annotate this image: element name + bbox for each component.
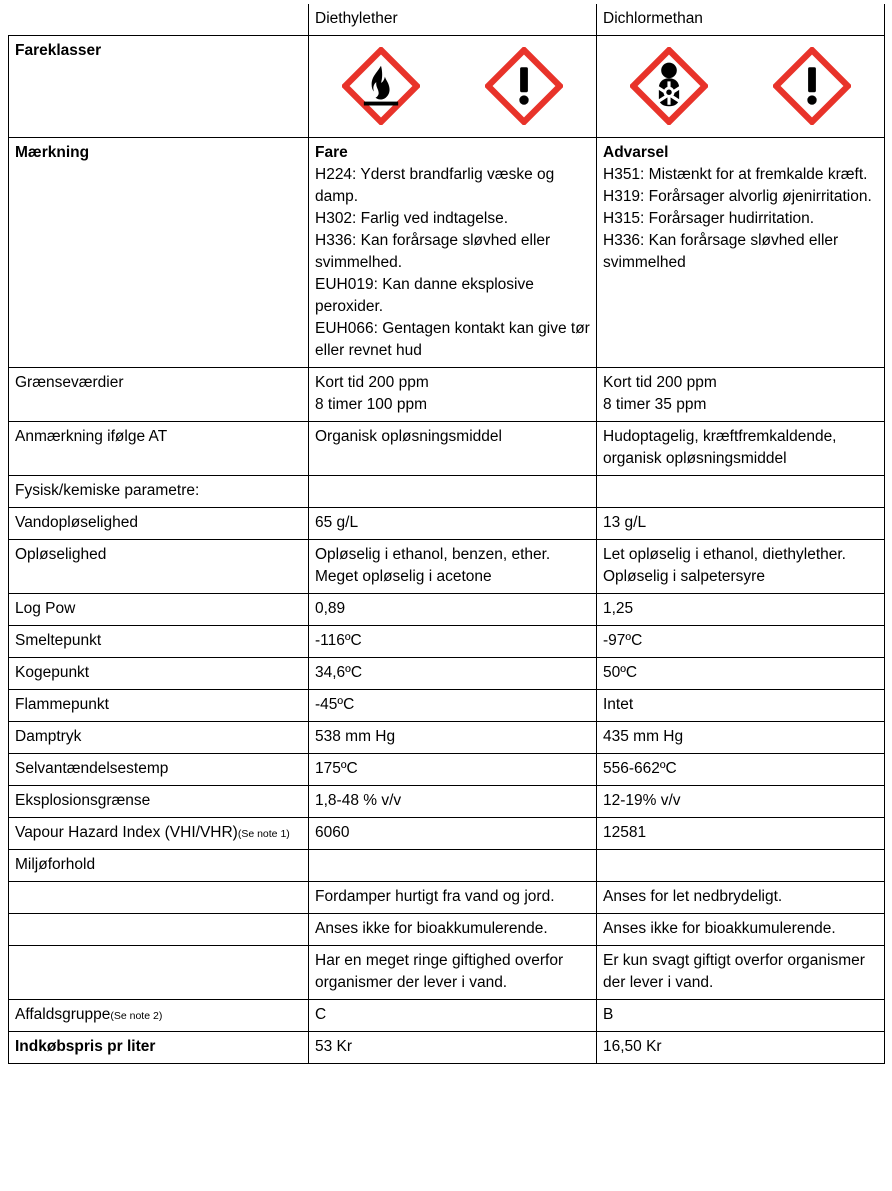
table-row-vapour-hazard-index bbox=[9, 818, 885, 850]
exclamation-mark-pictogram bbox=[773, 47, 851, 125]
row-label-oploeselighed: Opløselighed bbox=[9, 540, 309, 594]
vandoploeselighed-dichlormethan: 13 g/L bbox=[597, 508, 885, 540]
row-label-maerkning: Mærkning bbox=[9, 138, 309, 368]
table-row-miljoe-1 bbox=[9, 882, 885, 914]
row-label-affaldsgruppe bbox=[9, 1000, 309, 1032]
row-label-text: Vapour Hazard Index (VHI/VHR) bbox=[15, 824, 238, 841]
row-label-graensevaerdier: Grænseværdier bbox=[9, 368, 309, 422]
row-label-kogepunkt: Kogepunkt bbox=[9, 658, 309, 690]
row-label-eksplosionsgraense: Eksplosionsgrænse bbox=[9, 786, 309, 818]
log-pow-dichlormethan: 1,25 bbox=[597, 594, 885, 626]
table-row-affaldsgruppe bbox=[9, 1000, 885, 1032]
header-blank-cell bbox=[9, 4, 309, 36]
row-label-smeltepunkt: Smeltepunkt bbox=[9, 626, 309, 658]
table-row-section-miljoeforhold bbox=[9, 850, 885, 882]
affaldsgruppe-dichlormethan: B bbox=[597, 1000, 885, 1032]
column-header-diethylether: Diethylether bbox=[309, 4, 597, 36]
table-row-eksplosionsgraense bbox=[9, 786, 885, 818]
damptryk-dichlormethan: 435 mm Hg bbox=[597, 722, 885, 754]
value-line: 8 timer 35 ppm bbox=[603, 396, 707, 413]
section-header-miljoeforhold: Miljøforhold bbox=[9, 850, 309, 882]
oploeselighed-dichlormethan: Let opløselig i ethanol, diethylether. Opløselig i salpetersyre bbox=[597, 540, 885, 594]
hazard-statement: H336: Kan forårsage sløvhed eller svimmelhed bbox=[603, 232, 839, 271]
graensevaerdier-diethylether bbox=[309, 368, 597, 422]
miljoe-1-dichlormethan: Anses for let nedbrydeligt. bbox=[597, 882, 885, 914]
table-row-indkoebspris bbox=[9, 1032, 885, 1064]
row-label-note: (Se note 2) bbox=[110, 1010, 163, 1022]
row-label-vapour-hazard-index bbox=[9, 818, 309, 850]
row-label-text: Affaldsgruppe bbox=[15, 1006, 111, 1023]
table-row-anmaerkning bbox=[9, 422, 885, 476]
table-row-smeltepunkt bbox=[9, 626, 885, 658]
pictograms-dichlormethan bbox=[597, 36, 885, 138]
miljoe-1-diethylether: Fordamper hurtigt fra vand og jord. bbox=[309, 882, 597, 914]
flammepunkt-diethylether: -45ºC bbox=[309, 690, 597, 722]
row-label-empty-1 bbox=[9, 882, 309, 914]
row-label-flammepunkt: Flammepunkt bbox=[9, 690, 309, 722]
row-label-note: (Se note 1) bbox=[237, 828, 290, 840]
hazard-statement: H336: Kan forårsage sløvhed eller svimmelhed. bbox=[315, 232, 551, 271]
miljoe-2-dichlormethan: Anses ikke for bioakkumulerende. bbox=[597, 914, 885, 946]
comparison-sheet bbox=[0, 4, 892, 1191]
row-label-anmaerkning: Anmærkning ifølge AT bbox=[9, 422, 309, 476]
hazard-statement: EUH066: Gentagen kontakt kan give tør eller revnet hud bbox=[315, 320, 590, 359]
kogepunkt-dichlormethan: 50ºC bbox=[597, 658, 885, 690]
section-blank-diethylether bbox=[309, 476, 597, 508]
hazard-statement: H351: Mistænkt for at fremkalde kræft. H319: Forårsager alvorlig øjenirritation. H315: Forårsager hudirritation. bbox=[603, 166, 872, 227]
miljoe-2-diethylether: Anses ikke for bioakkumulerende. bbox=[309, 914, 597, 946]
hazard-statement: EUH019: Kan danne eksplosive peroxider. bbox=[315, 276, 534, 315]
log-pow-diethylether: 0,89 bbox=[309, 594, 597, 626]
flame-pictogram bbox=[342, 47, 420, 125]
hazard-statement: H224: Yderst brandfarlig væske og damp. bbox=[315, 166, 555, 205]
miljoe-3-diethylether: Har en meget ringe giftighed overfor organismer der lever i vand. bbox=[309, 946, 597, 1000]
table-row-selvantaendelsestemp bbox=[9, 754, 885, 786]
vhi-dichlormethan: 12581 bbox=[597, 818, 885, 850]
table-row-flammepunkt bbox=[9, 690, 885, 722]
chemical-comparison-table bbox=[8, 4, 885, 1064]
indkoebspris-dichlormethan: 16,50 Kr bbox=[597, 1032, 885, 1064]
anmaerkning-dichlormethan: Hudoptagelig, kræftfremkaldende, organisk opløsningsmiddel bbox=[597, 422, 885, 476]
vandoploeselighed-diethylether: 65 g/L bbox=[309, 508, 597, 540]
table-header-row bbox=[9, 4, 885, 36]
row-label-selvantaendelsestemp: Selvantændelsestemp bbox=[9, 754, 309, 786]
health-hazard-pictogram bbox=[630, 47, 708, 125]
selvantaendelsestemp-diethylether: 175ºC bbox=[309, 754, 597, 786]
section-blank-dichlormethan-2 bbox=[597, 850, 885, 882]
row-label-fareklasser: Fareklasser bbox=[9, 36, 309, 138]
signal-word-fare: Fare bbox=[315, 144, 348, 161]
graensevaerdier-dichlormethan bbox=[597, 368, 885, 422]
maerkning-dichlormethan bbox=[597, 138, 885, 368]
exclamation-mark-pictogram bbox=[485, 47, 563, 125]
table-row-vandoploeselighed bbox=[9, 508, 885, 540]
flammepunkt-dichlormethan: Intet bbox=[597, 690, 885, 722]
kogepunkt-diethylether: 34,6ºC bbox=[309, 658, 597, 690]
damptryk-diethylether: 538 mm Hg bbox=[309, 722, 597, 754]
section-header-fysisk-kemiske-parametre: Fysisk/kemiske parametre: bbox=[9, 476, 309, 508]
affaldsgruppe-diethylether: C bbox=[309, 1000, 597, 1032]
table-row-section-fysisk bbox=[9, 476, 885, 508]
table-row-kogepunkt bbox=[9, 658, 885, 690]
selvantaendelsestemp-dichlormethan: 556-662ºC bbox=[597, 754, 885, 786]
section-blank-diethylether-2 bbox=[309, 850, 597, 882]
table-row-log-pow bbox=[9, 594, 885, 626]
value-line: Kort tid 200 ppm bbox=[315, 374, 429, 391]
indkoebspris-diethylether: 53 Kr bbox=[309, 1032, 597, 1064]
table-row-miljoe-2 bbox=[9, 914, 885, 946]
vhi-diethylether: 6060 bbox=[309, 818, 597, 850]
signal-word-advarsel: Advarsel bbox=[603, 144, 669, 161]
column-header-dichlormethan: Dichlormethan bbox=[597, 4, 885, 36]
hazard-statement: H302: Farlig ved indtagelse. bbox=[315, 210, 509, 227]
row-label-empty-3 bbox=[9, 946, 309, 1000]
table-row-damptryk bbox=[9, 722, 885, 754]
anmaerkning-diethylether: Organisk opløsningsmiddel bbox=[309, 422, 597, 476]
row-label-indkoebspris: Indkøbspris pr liter bbox=[9, 1032, 309, 1064]
table-row-miljoe-3 bbox=[9, 946, 885, 1000]
row-label-log-pow: Log Pow bbox=[9, 594, 309, 626]
section-blank-dichlormethan bbox=[597, 476, 885, 508]
row-label-damptryk: Damptryk bbox=[9, 722, 309, 754]
row-label-vandoploeselighed: Vandopløselighed bbox=[9, 508, 309, 540]
table-row-maerkning bbox=[9, 138, 885, 368]
pictograms-diethylether bbox=[309, 36, 597, 138]
maerkning-diethylether bbox=[309, 138, 597, 368]
eksplosionsgraense-diethylether: 1,8-48 % v/v bbox=[309, 786, 597, 818]
table-row-fareklasser bbox=[9, 36, 885, 138]
row-label-empty-2 bbox=[9, 914, 309, 946]
smeltepunkt-dichlormethan: -97ºC bbox=[597, 626, 885, 658]
table-row-graensevaerdier bbox=[9, 368, 885, 422]
eksplosionsgraense-dichlormethan: 12-19% v/v bbox=[597, 786, 885, 818]
table-row-oploeselighed bbox=[9, 540, 885, 594]
oploeselighed-diethylether: Opløselig i ethanol, benzen, ether. Meget opløselig i acetone bbox=[309, 540, 597, 594]
smeltepunkt-diethylether: -116ºC bbox=[309, 626, 597, 658]
miljoe-3-dichlormethan: Er kun svagt giftigt overfor organismer der lever i vand. bbox=[597, 946, 885, 1000]
value-line: 8 timer 100 ppm bbox=[315, 396, 427, 413]
value-line: Kort tid 200 ppm bbox=[603, 374, 717, 391]
